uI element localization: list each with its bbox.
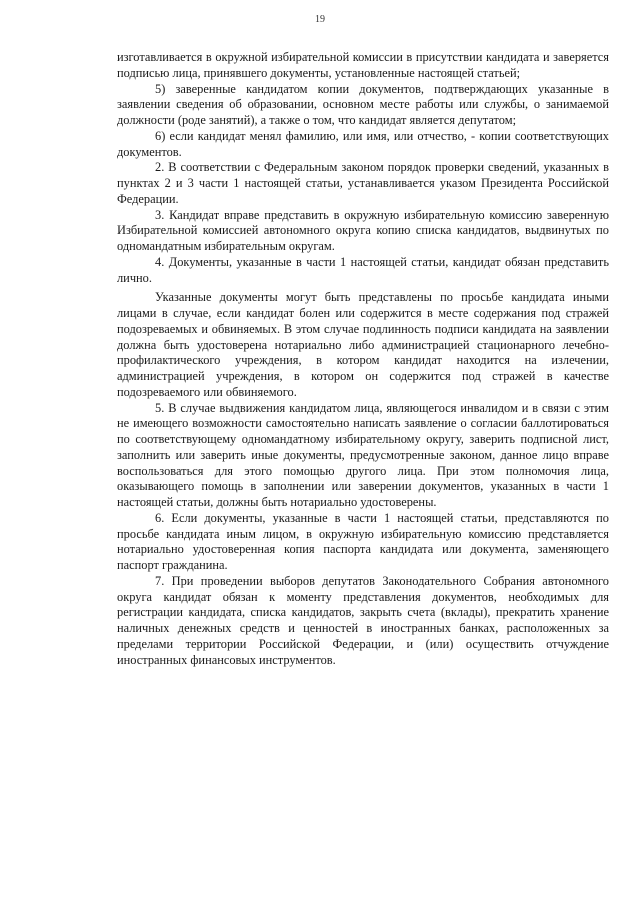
document-body xyxy=(117,50,609,668)
paragraph-item-5: 5) заверенные кандидатом копии документов, подтверждающих указанные в заявлении сведения об образовании, основном месте работы или службы, о занимаемой должности (роде занятий), а также о том, что кандидат является депутатом; xyxy=(117,81,609,127)
paragraph-part-4-continued: Указанные документы могут быть представлены по просьбе кандидата иными лицами в случае, если кандидат болен или содержится в месте содержания под стражей подозреваемых и обвиняемых. В этом случае подлинность подписи кандидата на заявлении должна быть удостоверена нотариально либо администрацией стационарного лечебно-профилактического учреждения, в котором кандидат находится на излечении, администрацией учреждения, в котором он содержится под стражей в качестве подозреваемого или обвиняемого. xyxy=(117,290,609,399)
paragraph-part-4: 4. Документы, указанные в части 1 настоящей статьи, кандидат обязан представить лично. xyxy=(117,254,609,285)
paragraph-part-5: 5. В случае выдвижения кандидатом лица, являющегося инвалидом и в связи с этим не имеющего возможности самостоятельно написать заявление о согласии баллотироваться по соответствующему одномандатному избирательному округу, заверить подписной лист, заполнить или заверить иные документы, предусмотренные законом, данное лицо вправе воспользоваться для этого помощью другого лица. При этом полномочия лица, оказывающего помощь в заполнении или заверении документов, указанных в части 1 настоящей статьи, должны быть нотариально удостоверены. xyxy=(117,400,609,509)
paragraph-part-7: 7. При проведении выборов депутатов Законодательного Собрания автономного округа кандидат обязан к моменту представления документов, необходимых для регистрации кандидата, списка кандидатов, закрыть счета (вклады), прекратить хранение наличных денежных средств и ценностей в иностранных банках, расположенных за пределами территории Российской Федерации, и (или) осуществить отчуждение иностранных финансовых инструментов. xyxy=(117,573,609,667)
paragraph-part-6: 6. Если документы, указанные в части 1 настоящей статьи, представляются по просьбе кандидата иным лицом, в окружную избирательную комиссию представляется нотариально удостоверенная копия паспорта кандидата или документа, заменяющего паспорт гражданина. xyxy=(117,510,609,572)
paragraph-item-6: 6) если кандидат менял фамилию, или имя, или отчество, - копии соответствующих документов. xyxy=(117,128,609,159)
paragraph-continuation: изготавливается в окружной избирательной комиссии в присутствии кандидата и заверяется подписью лица, принявшего документы, установленные настоящей статьей; xyxy=(117,50,609,80)
paragraph-part-2: 2. В соответствии с Федеральным законом порядок проверки сведений, указанных в пунктах 2 и 3 части 1 настоящей статьи, устанавливается указом Президента Российской Федерации. xyxy=(117,160,609,206)
page-number: 19 xyxy=(315,14,325,25)
paragraph-part-3: 3. Кандидат вправе представить в окружную избирательную комиссию заверенную Избирательной комиссией автономного округа копию списка кандидатов, выдвинутых по одномандатным избирательным округам. xyxy=(117,207,609,253)
